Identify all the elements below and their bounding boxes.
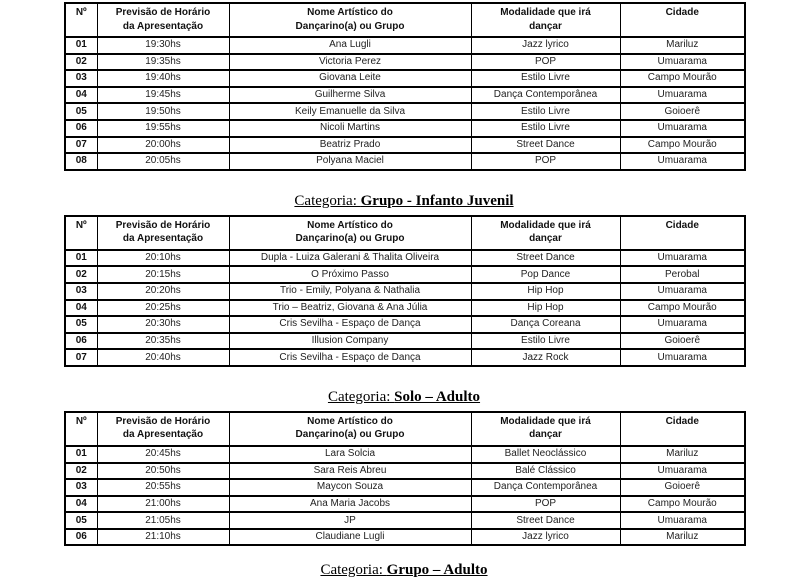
cell-num: 03: [65, 283, 97, 300]
cell-city: Perobal: [620, 266, 745, 283]
cell-modality: Estilo Livre: [471, 120, 620, 137]
table-row: [65, 316, 745, 333]
cell-name: Ana Maria Jacobs: [229, 496, 471, 513]
column-header-time: Previsão de Horário da Apresentação: [97, 216, 229, 250]
column-header-num: Nº: [65, 216, 97, 250]
cell-time: 19:35hs: [97, 54, 229, 71]
cell-time: 19:45hs: [97, 87, 229, 104]
cell-num: 07: [65, 137, 97, 154]
cell-num: 03: [65, 479, 97, 496]
cell-modality: Estilo Livre: [471, 103, 620, 120]
table-row: [65, 70, 745, 87]
table-row: [65, 283, 745, 300]
cell-city: Mariluz: [620, 446, 745, 463]
column-header-num: Nº: [65, 412, 97, 446]
cell-name: Beatriz Prado: [229, 137, 471, 154]
cell-modality: Street Dance: [471, 137, 620, 154]
cell-time: 20:35hs: [97, 333, 229, 350]
cell-modality: Dança Contemporânea: [471, 479, 620, 496]
table-row: [65, 54, 745, 71]
cell-num: 03: [65, 70, 97, 87]
schedule-table: [64, 215, 746, 367]
column-header-time: Previsão de Horário da Apresentação: [97, 3, 229, 37]
cell-modality: Balé Clássico: [471, 463, 620, 480]
cell-city: Umuarama: [620, 87, 745, 104]
cell-city: Umuarama: [620, 54, 745, 71]
cell-time: 20:20hs: [97, 283, 229, 300]
schedule-table: [64, 2, 746, 171]
cell-name: Nicoli Martins: [229, 120, 471, 137]
table-row: [65, 153, 745, 170]
cell-num: 06: [65, 120, 97, 137]
cell-name: Keily Emanuelle da Silva: [229, 103, 471, 120]
column-header-city: Cidade: [620, 412, 745, 446]
cell-city: Goioerê: [620, 479, 745, 496]
cell-time: 21:05hs: [97, 512, 229, 529]
cell-modality: Jazz lyrico: [471, 529, 620, 546]
column-header-modality: Modalidade que irá dançar: [471, 216, 620, 250]
category-heading: [64, 388, 744, 407]
cell-modality: Street Dance: [471, 512, 620, 529]
cell-name: Claudiane Lugli: [229, 529, 471, 546]
cell-num: 05: [65, 512, 97, 529]
cell-num: 01: [65, 250, 97, 267]
cell-num: 07: [65, 349, 97, 366]
cell-city: Umuarama: [620, 120, 745, 137]
table-row: [65, 120, 745, 137]
category-heading-text: [328, 389, 480, 405]
cell-name: Dupla - Luiza Galerani & Thalita Oliveira: [229, 250, 471, 267]
cell-num: 04: [65, 496, 97, 513]
table-row: [65, 103, 745, 120]
cell-time: 20:10hs: [97, 250, 229, 267]
table-row: [65, 137, 745, 154]
category-heading-prefix: Categoria:: [320, 562, 387, 579]
cell-num: 06: [65, 333, 97, 350]
cell-time: 20:30hs: [97, 316, 229, 333]
category-heading-text: [294, 193, 513, 209]
cell-city: Campo Mourão: [620, 70, 745, 87]
cell-name: Lara Solcia: [229, 446, 471, 463]
cell-modality: Dança Coreana: [471, 316, 620, 333]
cell-name: Illusion Company: [229, 333, 471, 350]
cell-time: 21:00hs: [97, 496, 229, 513]
cell-modality: Estilo Livre: [471, 70, 620, 87]
category-heading: [64, 561, 744, 580]
cell-name: Victoria Perez: [229, 54, 471, 71]
header-row: [65, 3, 745, 37]
cell-name: Polyana Maciel: [229, 153, 471, 170]
header-row: [65, 412, 745, 446]
cell-city: Umuarama: [620, 283, 745, 300]
cell-time: 20:45hs: [97, 446, 229, 463]
category-heading-prefix: Categoria:: [327, 388, 395, 405]
cell-num: 01: [65, 446, 97, 463]
cell-num: 02: [65, 266, 97, 283]
schedule-table: [64, 411, 746, 547]
category-heading: [64, 192, 744, 211]
cell-num: 02: [65, 54, 97, 71]
cell-num: 04: [65, 300, 97, 317]
column-header-city: Cidade: [620, 3, 745, 37]
cell-time: 19:55hs: [97, 120, 229, 137]
cell-modality: Hip Hop: [471, 283, 620, 300]
category-heading-text: [320, 562, 487, 578]
column-header-modality: Modalidade que irá dançar: [471, 412, 620, 446]
column-header-name: Nome Artístico do Dançarino(a) ou Grupo: [229, 3, 471, 37]
cell-name: Giovana Leite: [229, 70, 471, 87]
table-row: [65, 300, 745, 317]
cell-num: 04: [65, 87, 97, 104]
table-row: [65, 333, 745, 350]
column-header-time: Previsão de Horário da Apresentação: [97, 412, 229, 446]
cell-name: Cris Sevilha - Espaço de Dança: [229, 349, 471, 366]
column-header-city: Cidade: [620, 216, 745, 250]
table-row: [65, 37, 745, 54]
cell-num: 06: [65, 529, 97, 546]
cell-city: Umuarama: [620, 316, 745, 333]
cell-num: 08: [65, 153, 97, 170]
cell-modality: Hip Hop: [471, 300, 620, 317]
cell-num: 01: [65, 37, 97, 54]
cell-city: Campo Mourão: [620, 137, 745, 154]
cell-time: 20:15hs: [97, 266, 229, 283]
cell-city: Goioerê: [620, 333, 745, 350]
cell-name: Maycon Souza: [229, 479, 471, 496]
cell-modality: POP: [471, 496, 620, 513]
cell-modality: Estilo Livre: [471, 333, 620, 350]
cell-name: JP: [229, 512, 471, 529]
table-row: [65, 446, 745, 463]
cell-city: Mariluz: [620, 37, 745, 54]
cell-name: Sara Reis Abreu: [229, 463, 471, 480]
table-row: [65, 496, 745, 513]
cell-time: 20:25hs: [97, 300, 229, 317]
cell-name: Cris Sevilha - Espaço de Dança: [229, 316, 471, 333]
table-row: [65, 529, 745, 546]
cell-city: Campo Mourão: [620, 496, 745, 513]
category-heading-name: Grupo – Adulto: [386, 562, 488, 579]
column-header-num: Nº: [65, 3, 97, 37]
cell-time: 20:00hs: [97, 137, 229, 154]
cell-num: 05: [65, 316, 97, 333]
cell-num: 02: [65, 463, 97, 480]
document-body: [64, 2, 744, 580]
cell-num: 05: [65, 103, 97, 120]
table-row: [65, 512, 745, 529]
cell-modality: Dança Contemporânea: [471, 87, 620, 104]
cell-time: 20:55hs: [97, 479, 229, 496]
cell-time: 20:50hs: [97, 463, 229, 480]
category-heading-prefix: Categoria:: [294, 192, 361, 209]
cell-modality: POP: [471, 54, 620, 71]
cell-time: 19:30hs: [97, 37, 229, 54]
cell-time: 20:40hs: [97, 349, 229, 366]
cell-time: 20:05hs: [97, 153, 229, 170]
cell-city: Umuarama: [620, 512, 745, 529]
cell-name: Trio – Beatriz, Giovana & Ana Júlia: [229, 300, 471, 317]
cell-modality: Ballet Neoclássico: [471, 446, 620, 463]
cell-city: Mariluz: [620, 529, 745, 546]
table-row: [65, 349, 745, 366]
category-heading-name: Solo – Adulto: [394, 388, 481, 405]
table-row: [65, 479, 745, 496]
column-header-modality: Modalidade que irá dançar: [471, 3, 620, 37]
cell-city: Umuarama: [620, 463, 745, 480]
header-row: [65, 216, 745, 250]
cell-modality: Street Dance: [471, 250, 620, 267]
table-row: [65, 87, 745, 104]
cell-city: Umuarama: [620, 153, 745, 170]
cell-modality: Pop Dance: [471, 266, 620, 283]
column-header-name: Nome Artístico do Dançarino(a) ou Grupo: [229, 412, 471, 446]
column-header-name: Nome Artístico do Dançarino(a) ou Grupo: [229, 216, 471, 250]
cell-time: 21:10hs: [97, 529, 229, 546]
table-row: [65, 266, 745, 283]
cell-city: Umuarama: [620, 349, 745, 366]
table-row: [65, 250, 745, 267]
cell-city: Umuarama: [620, 250, 745, 267]
table-row: [65, 463, 745, 480]
category-heading-name: Grupo - Infanto Juvenil: [360, 192, 514, 209]
cell-time: 19:40hs: [97, 70, 229, 87]
cell-modality: Jazz Rock: [471, 349, 620, 366]
cell-name: Ana Lugli: [229, 37, 471, 54]
cell-modality: POP: [471, 153, 620, 170]
cell-modality: Jazz lyrico: [471, 37, 620, 54]
cell-name: Trio - Emily, Polyana & Nathalia: [229, 283, 471, 300]
cell-city: Goioerê: [620, 103, 745, 120]
cell-time: 19:50hs: [97, 103, 229, 120]
cell-name: O Próximo Passo: [229, 266, 471, 283]
cell-city: Campo Mourão: [620, 300, 745, 317]
cell-name: Guilherme Silva: [229, 87, 471, 104]
